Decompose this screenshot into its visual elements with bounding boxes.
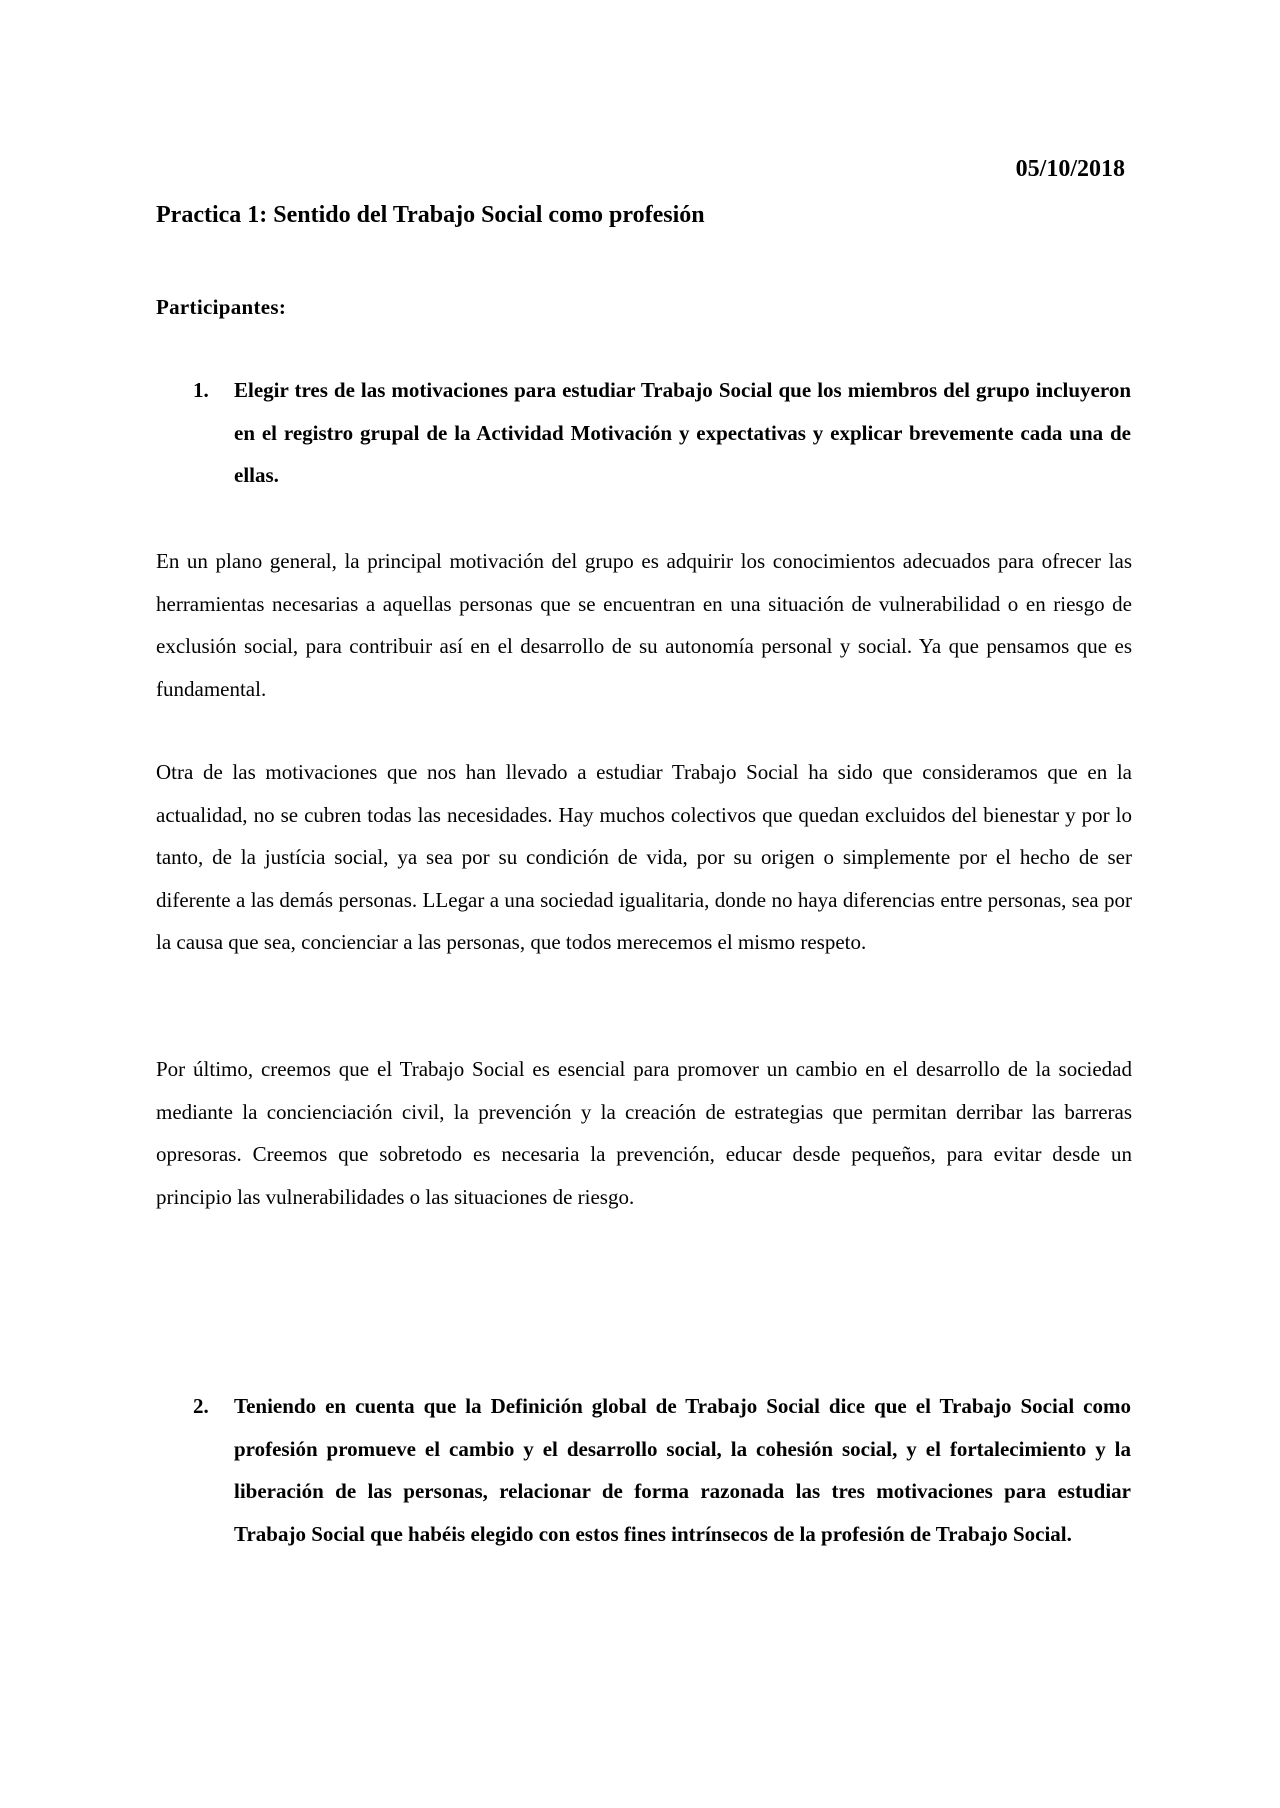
answer-paragraph-2: Otra de las motivaciones que nos han llevado a estudiar Trabajo Social ha sido que consideramos que en la actualidad, no se cubren todas las necesidades. Hay muchos colectivos que quedan excluidos del bienestar y por lo tanto, de la justícia social, ya sea por su condición de vida, por su origen o simplemente por el hecho de ser diferente a las demás personas. LLegar a una sociedad igualitaria, donde no haya diferencias entre personas, sea por la causa que sea, concienciar a las personas, que todos merecemos el mismo respeto. (156, 760, 1132, 954)
question-2-text: Teniendo en cuenta que la Definición global de Trabajo Social dice que el Trabajo Social como profesión promueve el cambio y el desarrollo social, la cohesión social, y el fortalecimiento y la liberación de las personas, relacionar de forma razonada las tres motivaciones para estudiar Trabajo Social que habéis elegido con estos fines intrínsecos de la profesión de Trabajo Social. (234, 1394, 1131, 1546)
question-2 (156, 1385, 1131, 1555)
question-2-number: 2. (193, 1394, 209, 1418)
participants-label: Participantes: (156, 295, 287, 319)
question-1-number: 1. (193, 378, 209, 402)
answer-paragraph-3: Por último, creemos que el Trabajo Social es esencial para promover un cambio en el desarrollo de la sociedad mediante la concienciación civil, la prevención y la creación de estrategias que permitan derribar las barreras opresoras. Creemos que sobretodo es necesaria la prevención, educar desde pequeños, para evitar desde un principio las vulnerabilidades o las situaciones de riesgo. (156, 1057, 1132, 1209)
question-1-text: Elegir tres de las motivaciones para estudiar Trabajo Social que los miembros del grupo incluyeron en el registro grupal de la Actividad Motivación y expectativas y explicar brevemente cada una de ellas. (234, 378, 1131, 487)
document-date: 05/10/2018 (1015, 156, 1125, 182)
answer-paragraph-1: En un plano general, la principal motivación del grupo es adquirir los conocimientos adecuados para ofrecer las herramientas necesarias a aquellas personas que se encuentran en una situación de vulnerabilidad o en riesgo de exclusión social, para contribuir así en el desarrollo de su autonomía personal y social. Ya que pensamos que es fundamental. (156, 549, 1132, 701)
question-1 (156, 369, 1131, 497)
document-title: Practica 1: Sentido del Trabajo Social como profesión (156, 202, 705, 228)
